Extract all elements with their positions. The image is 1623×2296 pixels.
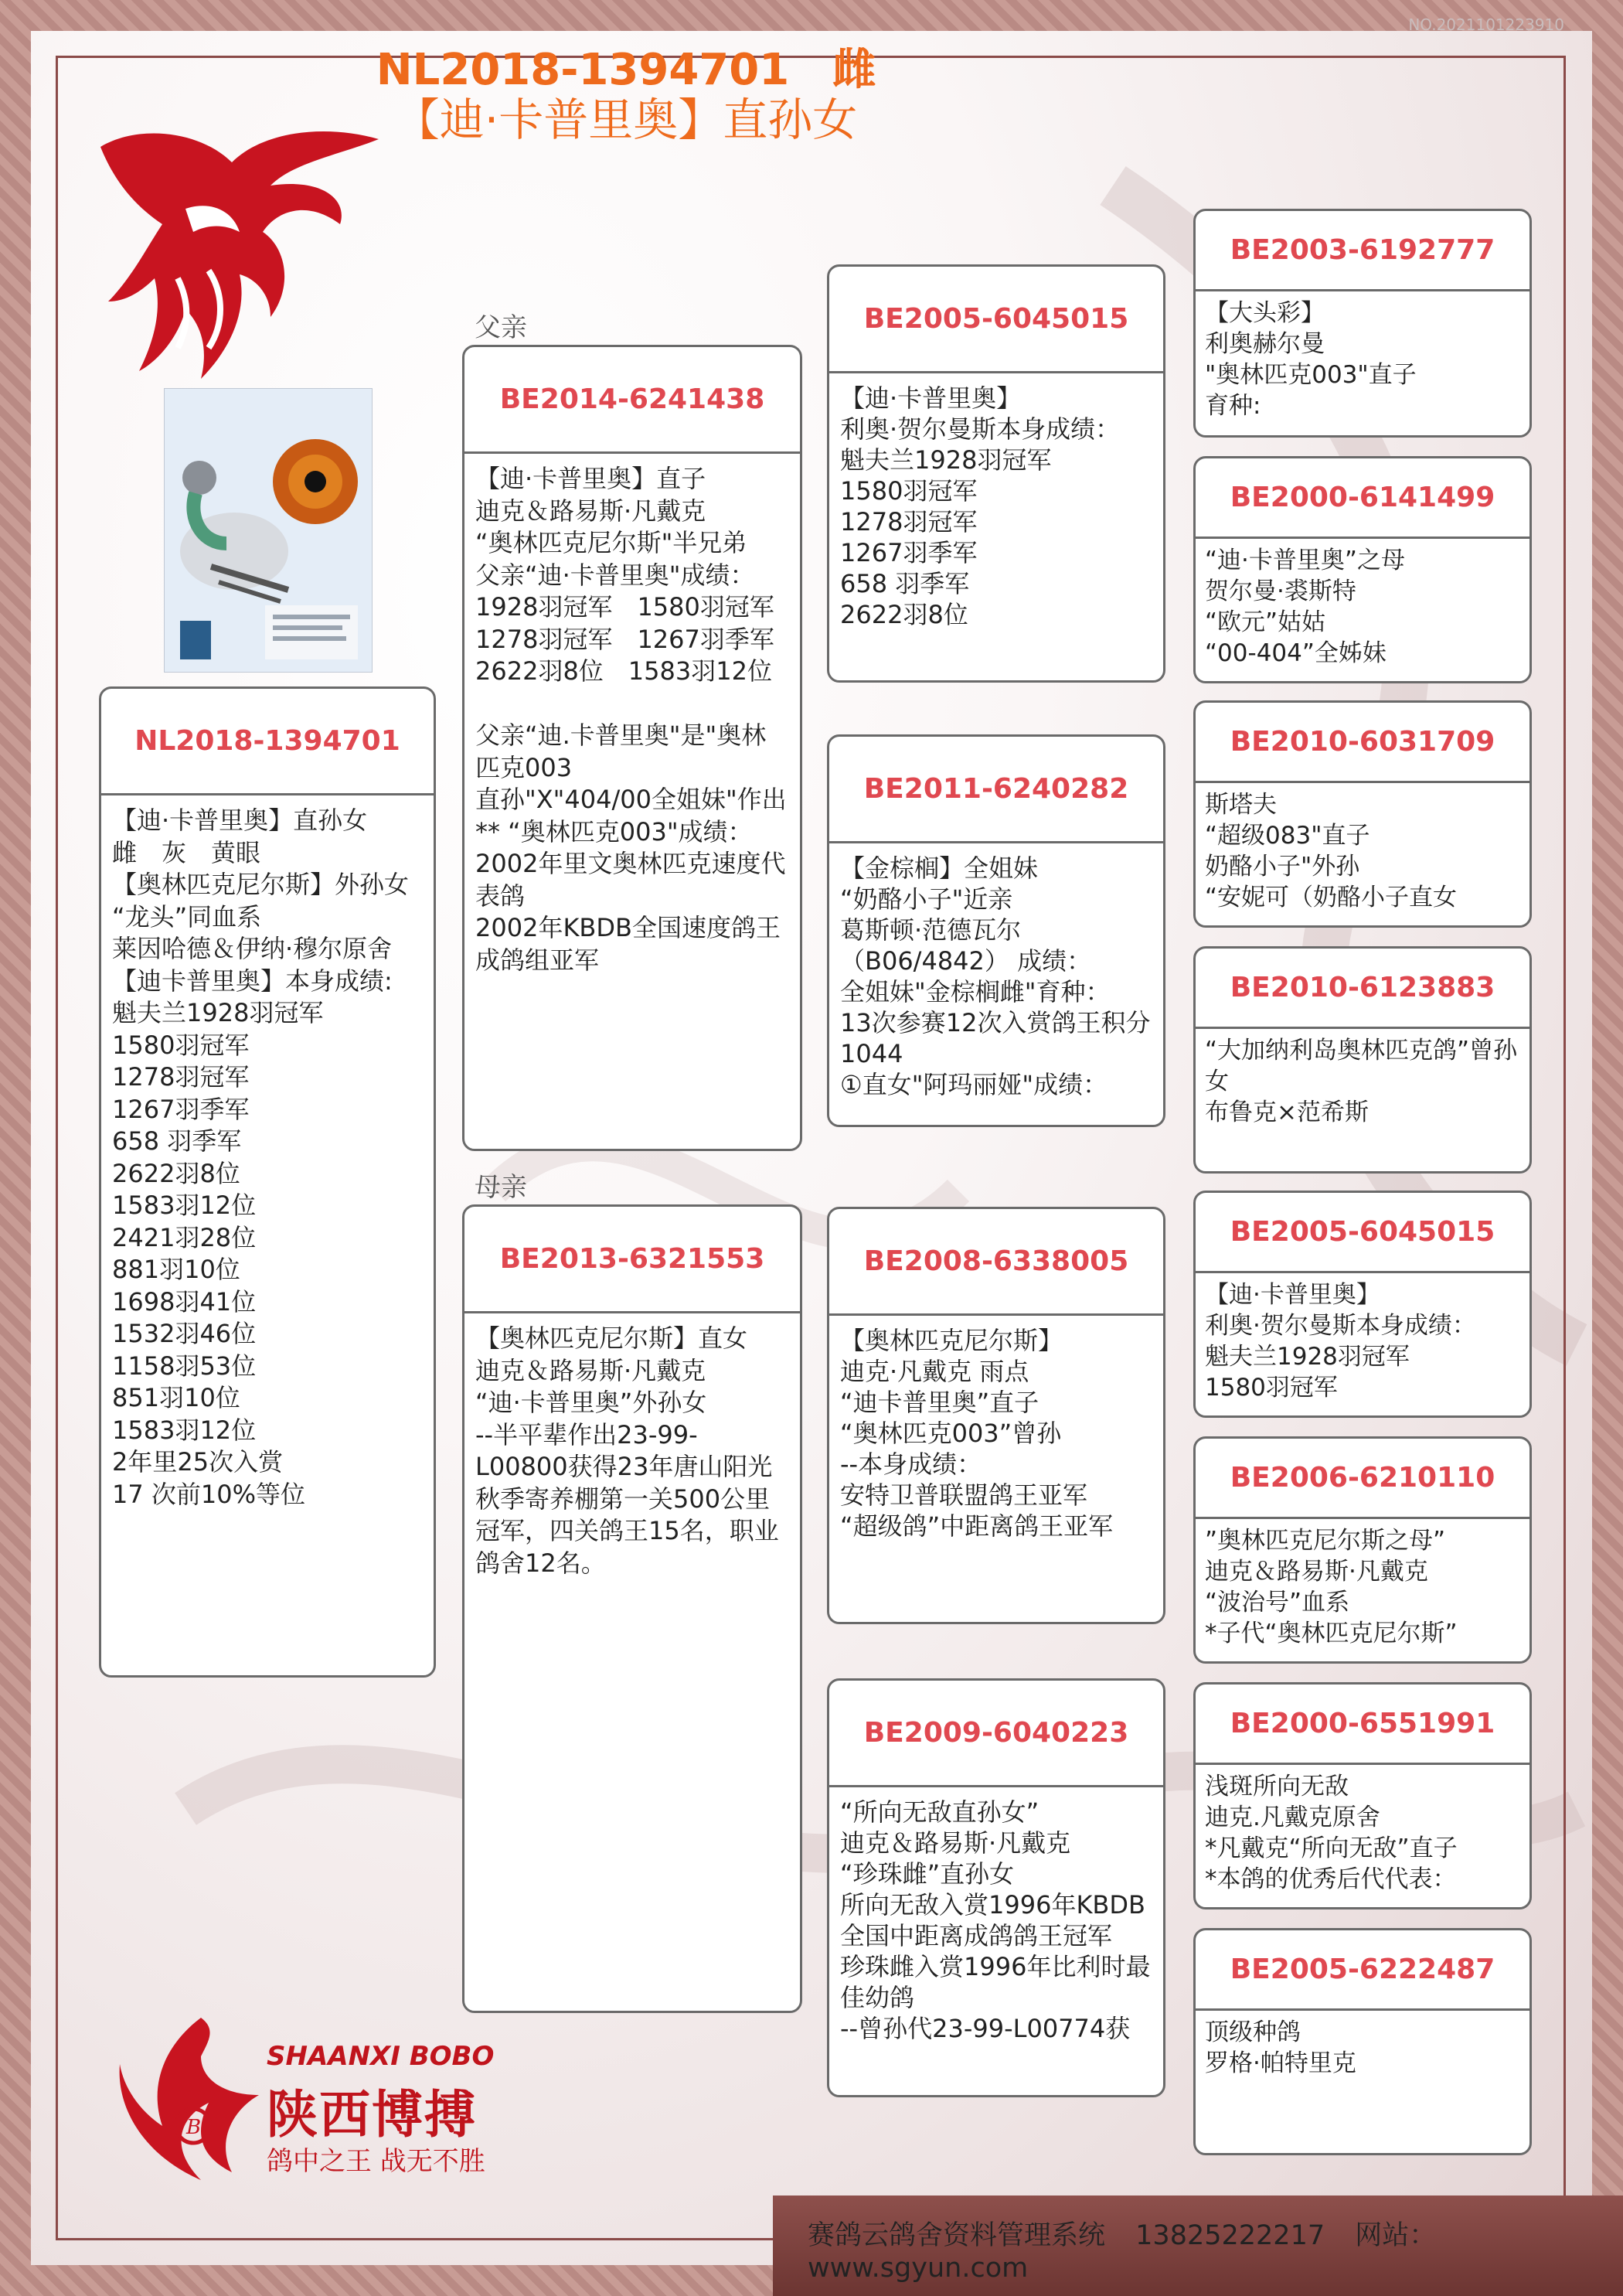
great-grandparent-details: ”奥林匹克尼尔斯之母” 迪克＆路易斯·凡戴克 “波治号”血系 *子代“奥林匹克尼尔斯” xyxy=(1205,1527,1458,1647)
father-ring-number: BE2014-6241438 xyxy=(464,347,800,454)
great-grandparent-card xyxy=(1193,1682,1532,1909)
great-grandparent-details: “迪·卡普里奥”之母 贺尔曼·裘斯特 “欧元”姑姑 “00-404”全姊妹 xyxy=(1205,547,1405,667)
brand-logo xyxy=(116,2010,518,2188)
svg-text:B: B xyxy=(186,2116,202,2139)
subject-card xyxy=(99,686,436,1678)
grandparent-card xyxy=(827,1678,1165,2097)
great-grandparent-card xyxy=(1193,1191,1532,1418)
father-label: 父亲 xyxy=(475,312,527,343)
grandparent-card xyxy=(827,734,1165,1127)
grandparent-ring-number: BE2011-6240282 xyxy=(829,737,1163,843)
mother-ring-number: BE2013-6321553 xyxy=(464,1207,800,1313)
footer-phone: 13825222217 xyxy=(1135,2220,1325,2251)
great-grandparent-ring-number: BE2005-6222487 xyxy=(1196,1930,1529,2011)
great-grandparent-details: 【大头彩】 利奥赫尔曼 "奥林匹克003"直子 育种: xyxy=(1205,299,1417,420)
mother-label: 母亲 xyxy=(475,1172,527,1203)
brand-name-chinese: 陕西博搏 xyxy=(267,2085,477,2144)
grandparent-details: 【金棕榈】全姐妹 “奶酪小子"近亲 葛斯顿·范德瓦尔 （B06/4842） 成绩： 全姐妹"金棕榈雌"育种： 13次参赛12次入赏鸽王积分1044 ①直女"阿玛丽娅"成绩： xyxy=(840,853,1151,1099)
great-grandparent-ring-number: BE2000-6141499 xyxy=(1196,458,1529,539)
grandparent-ring-number: BE2009-6040223 xyxy=(829,1681,1163,1787)
footer xyxy=(808,2214,1623,2284)
footer-system-name: 赛鸽云鸽舍资料管理系统 xyxy=(808,2220,1106,2251)
great-grandparent-card xyxy=(1193,1436,1532,1664)
grandparent-card xyxy=(827,1207,1165,1624)
page-title: NL2018-1394701 雌 xyxy=(376,45,876,95)
great-grandparent-ring-number: BE2006-6210110 xyxy=(1196,1439,1529,1519)
grandparent-details: “所向无敌直孙女” 迪克＆路易斯·凡戴克 “珍珠雌”直孙女 所向无敌入赏1996年KBDB全国中距离成鸽鸽王冠军 珍珠雌入赏1996年比利时最佳幼鸽 --曾孙代23-99-L00774获 xyxy=(840,1797,1151,2043)
grandparent-details: 【奥林匹克尼尔斯】 迪克·凡戴克 雨点 “迪卡普里奥”直子 “奥林匹克003”曾孙 --本身成绩： 安特卫普联盟鸽王亚军 “超级鸽”中距离鸽王亚军 xyxy=(840,1326,1114,1541)
great-grandparent-details: 顶级种鸽 罗格·帕特里克 xyxy=(1205,2018,1356,2077)
mother-details: 【奥林匹克尼尔斯】直女 迪克＆路易斯·凡戴克 “迪·卡普里奥”外孙女 --半平辈作出23-99-L00800获得23年唐山阳光秋季寄养棚第一关500公里冠军，四关鸽王15名，职业鸽舍12名。 xyxy=(475,1323,779,1578)
great-grandparent-card xyxy=(1193,456,1532,683)
great-grandparent-card xyxy=(1193,209,1532,438)
great-grandparent-details: “大加纳利岛奥林匹克鸽”曾孙女 布鲁克×范希斯 xyxy=(1205,1037,1518,1126)
footer-website[interactable]: 网站：www.sgyun.com xyxy=(808,2220,1437,2284)
brand-name-english: SHAANXI BOBO xyxy=(267,2041,495,2072)
great-grandparent-ring-number: BE2010-6123883 xyxy=(1196,949,1529,1029)
grandparent-card xyxy=(827,264,1165,683)
great-grandparent-card xyxy=(1193,700,1532,928)
pigeon-photo-illustration xyxy=(165,389,372,672)
great-grandparent-details: 斯塔夫 “超级083"直子 奶酪小子"外孙 “安妮可（奶酪小子直女 xyxy=(1205,791,1458,911)
great-grandparent-details: 浅斑所向无敌 迪克.凡戴克原舍 *凡戴克“所向无敌”直子 *本鸽的优秀后代代表： xyxy=(1205,1773,1458,1893)
great-grandparent-details: 【迪·卡普里奥】 利奥·贺尔曼斯本身成绩： 魁夫兰1928羽冠军 1580羽冠军 xyxy=(1205,1281,1476,1402)
mother-card xyxy=(462,1204,802,2013)
great-grandparent-ring-number: BE2005-6045015 xyxy=(1196,1193,1529,1273)
phoenix-logo-icon xyxy=(93,116,386,394)
pigeon-photo xyxy=(164,388,373,673)
father-card xyxy=(462,345,802,1151)
subject-ring-number: NL2018-1394701 xyxy=(101,689,434,795)
great-grandparent-ring-number: BE2010-6031709 xyxy=(1196,703,1529,783)
great-grandparent-card xyxy=(1193,946,1532,1174)
phoenix-emblem-icon xyxy=(116,2010,263,2188)
grandparent-details: 【迪·卡普里奥】 利奥·贺尔曼斯本身成绩： 魁夫兰1928羽冠军 1580羽冠军 1278羽冠军 1267羽季军 658 羽季军 2622羽8位 xyxy=(840,383,1121,629)
father-details: 【迪·卡普里奥】直子 迪克＆路易斯·凡戴克 “奥林匹克尼尔斯"半兄弟 父亲“迪·卡普里奥"成绩： 1928羽冠军 1580羽冠军 1278羽冠军 1267羽季军 2622羽8位 1583羽12位 父亲“迪.卡普里奥"是"奥林匹克003 直孙"X"404/00全姐妹"作出 ** “奥林匹克003"成绩： 2002年里文奥林匹克速度代表鸽 2002年KBDB全国速度鸽王成鸽组亚军 xyxy=(475,464,787,975)
great-grandparent-ring-number: BE2000-6551991 xyxy=(1196,1685,1529,1765)
brand-slogan: 鸽中之王 战无不胜 xyxy=(267,2146,485,2177)
certificate-serial: NO.2021101223910 xyxy=(1408,15,1564,34)
great-grandparent-ring-number: BE2003-6192777 xyxy=(1196,211,1529,291)
grandparent-ring-number: BE2008-6338005 xyxy=(829,1209,1163,1316)
subject-details: 【迪·卡普里奥】直孙女 雌 灰 黄眼 【奥林匹克尼尔斯】外孙女 “龙头”同血系 莱因哈德＆伊纳·穆尔原舍 【迪卡普里奥】本身成绩: 魁夫兰1928羽冠军 1580羽冠军 1278羽冠军 1267羽季军 658 羽季军 2622羽8位 1583羽12位 2421羽28位 881羽10位 1698羽41位 1532羽46位 1158羽53位 851羽10位 1583羽12位 2年里25次入赏 17 次前10%等位 xyxy=(112,806,410,1509)
grandparent-ring-number: BE2005-6045015 xyxy=(829,267,1163,373)
page-subtitle: 【迪·卡普里奥】直孙女 xyxy=(394,94,858,146)
great-grandparent-card xyxy=(1193,1928,1532,2155)
